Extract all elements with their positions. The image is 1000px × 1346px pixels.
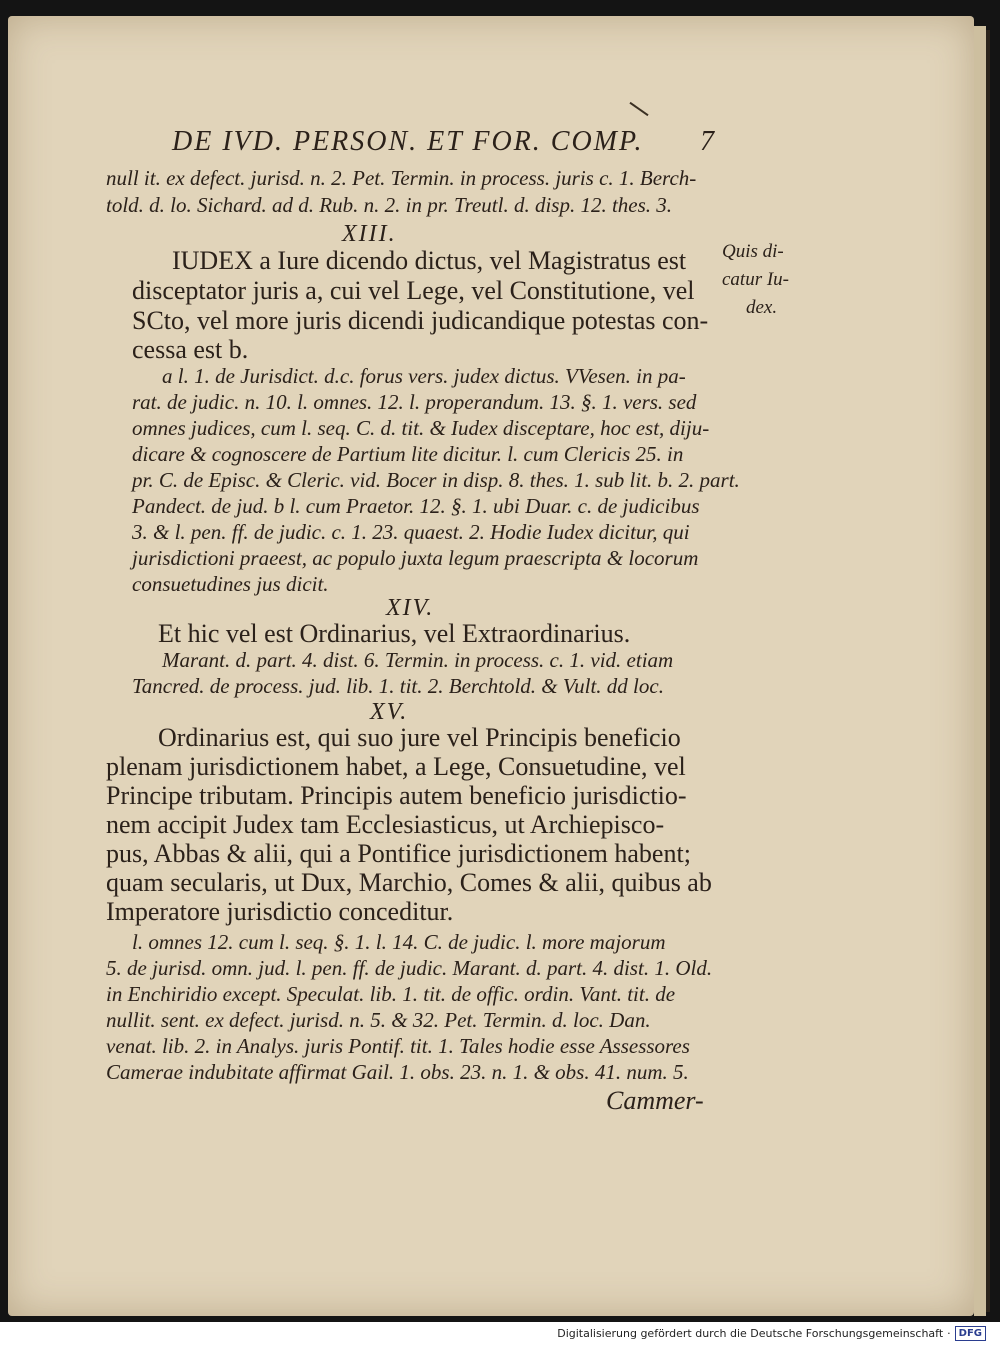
footnote-line: in Enchiridio except. Speculat. lib. 1. tit. de offic. ordin. Vant. tit. de <box>106 982 676 1006</box>
margin-note: dex. <box>746 297 778 318</box>
footnote-line: Camerae indubitate affirmat Gail. 1. obs. 23. n. 1. & obs. 41. num. 5. <box>106 1060 689 1084</box>
footnote-line: Marant. d. part. 4. dist. 6. Termin. in process. c. 1. vid. etiam <box>162 648 674 672</box>
body-line: nem accipit Judex tam Ecclesiasticus, ut Archiepisco- <box>106 810 665 839</box>
body-line: cessa est b. <box>132 335 249 364</box>
footer-credit: Digitalisierung gefördert durch die Deutsche Forschungsgemeinschaft · DFG <box>557 1326 986 1341</box>
footnote-line: consuetudines jus dicit. <box>132 572 329 596</box>
footnote-line: Pandect. de jud. b l. cum Praetor. 12. §. 1. ubi Duar. c. de judicibus <box>132 494 700 518</box>
footnote-line: venat. lib. 2. in Analys. juris Pontif. tit. 1. Tales hodie esse Assessores <box>106 1034 690 1058</box>
running-head: DE IVD. PERSON. ET FOR. COMP. <box>172 126 644 157</box>
section-number: XV. <box>370 699 409 725</box>
footnote-line: omnes judices, cum l. seq. C. d. tit. & Iudex disceptare, hoc est, diju- <box>132 416 710 440</box>
footnote-line: null it. ex defect. jurisd. n. 2. Pet. Termin. in process. juris c. 1. Berch- <box>106 166 697 190</box>
body-line: IUDEX a Iure dicendo dictus, vel Magistratus est <box>172 246 687 275</box>
footnote-line: 5. de jurisd. omn. jud. l. pen. ff. de judic. Marant. d. part. 4. dist. 1. Old. <box>106 956 713 980</box>
body-line: Ordinarius est, qui suo jure vel Principis beneficio <box>158 723 681 752</box>
footer-text: Digitalisierung gefördert durch die Deutsche Forschungsgemeinschaft <box>557 1327 944 1340</box>
footnote-line: 3. & l. pen. ff. de judic. c. 1. 23. quaest. 2. Hodie Iudex dicitur, qui <box>132 520 690 544</box>
footnote-line: pr. C. de Episc. & Cleric. vid. Bocer in disp. 8. thes. 1. sub lit. b. 2. part. <box>132 468 740 492</box>
body-line: quam secularis, ut Dux, Marchio, Comes & alii, quibus ab <box>106 868 712 897</box>
body-line: Imperatore jurisdictio conceditur. <box>106 897 454 926</box>
footnote-line: jurisdictioni praeest, ac populo juxta legum praescripta & locorum <box>132 546 699 570</box>
body-line: plenam jurisdictionem habet, a Lege, Consuetudine, vel <box>106 752 686 781</box>
margin-note: catur Iu- <box>722 269 790 290</box>
footnote-line: rat. de judic. n. 10. l. omnes. 12. l. properandum. 13. §. 1. vers. sed <box>132 390 697 414</box>
page-number: 7 <box>700 126 714 157</box>
dfg-logo[interactable]: DFG <box>955 1326 986 1341</box>
footnote-line: a l. 1. de Jurisdict. d.c. forus vers. judex dictus. VVesen. in pa- <box>162 364 686 388</box>
footnote-line: l. omnes 12. cum l. seq. §. 1. l. 14. C. de judic. l. more majorum <box>132 930 666 954</box>
body-line: SCto, vel more juris dicendi judicandique potestas con- <box>132 306 709 335</box>
body-line: pus, Abbas & alii, qui a Pontifice jurisdictionem habent; <box>106 839 691 868</box>
footnote-line: Tancred. de process. jud. lib. 1. tit. 2. Berchtold. & Vult. dd loc. <box>132 674 664 698</box>
margin-note: Quis di- <box>722 241 784 262</box>
section-number: XIII. <box>342 221 397 247</box>
footnote-line: nullit. sent. ex defect. jurisd. n. 5. & 32. Pet. Termin. d. loc. Dan. <box>106 1008 651 1032</box>
body-line: disceptator juris a, cui vel Lege, vel Constitutione, vel <box>132 276 695 305</box>
body-line: Principe tributam. Principis autem beneficio jurisdictio- <box>106 781 687 810</box>
footnote-line: told. d. lo. Sichard. ad d. Rub. n. 2. in pr. Treutl. d. disp. 12. thes. 3. <box>106 193 673 217</box>
section-number: XIV. <box>386 595 435 621</box>
body-line: Et hic vel est Ordinarius, vel Extraordinarius. <box>158 619 631 648</box>
footnote-line: dicare & cognoscere de Partium lite dicitur. l. cum Clericis 25. in <box>132 442 684 466</box>
catchword: Cammer- <box>606 1086 704 1115</box>
